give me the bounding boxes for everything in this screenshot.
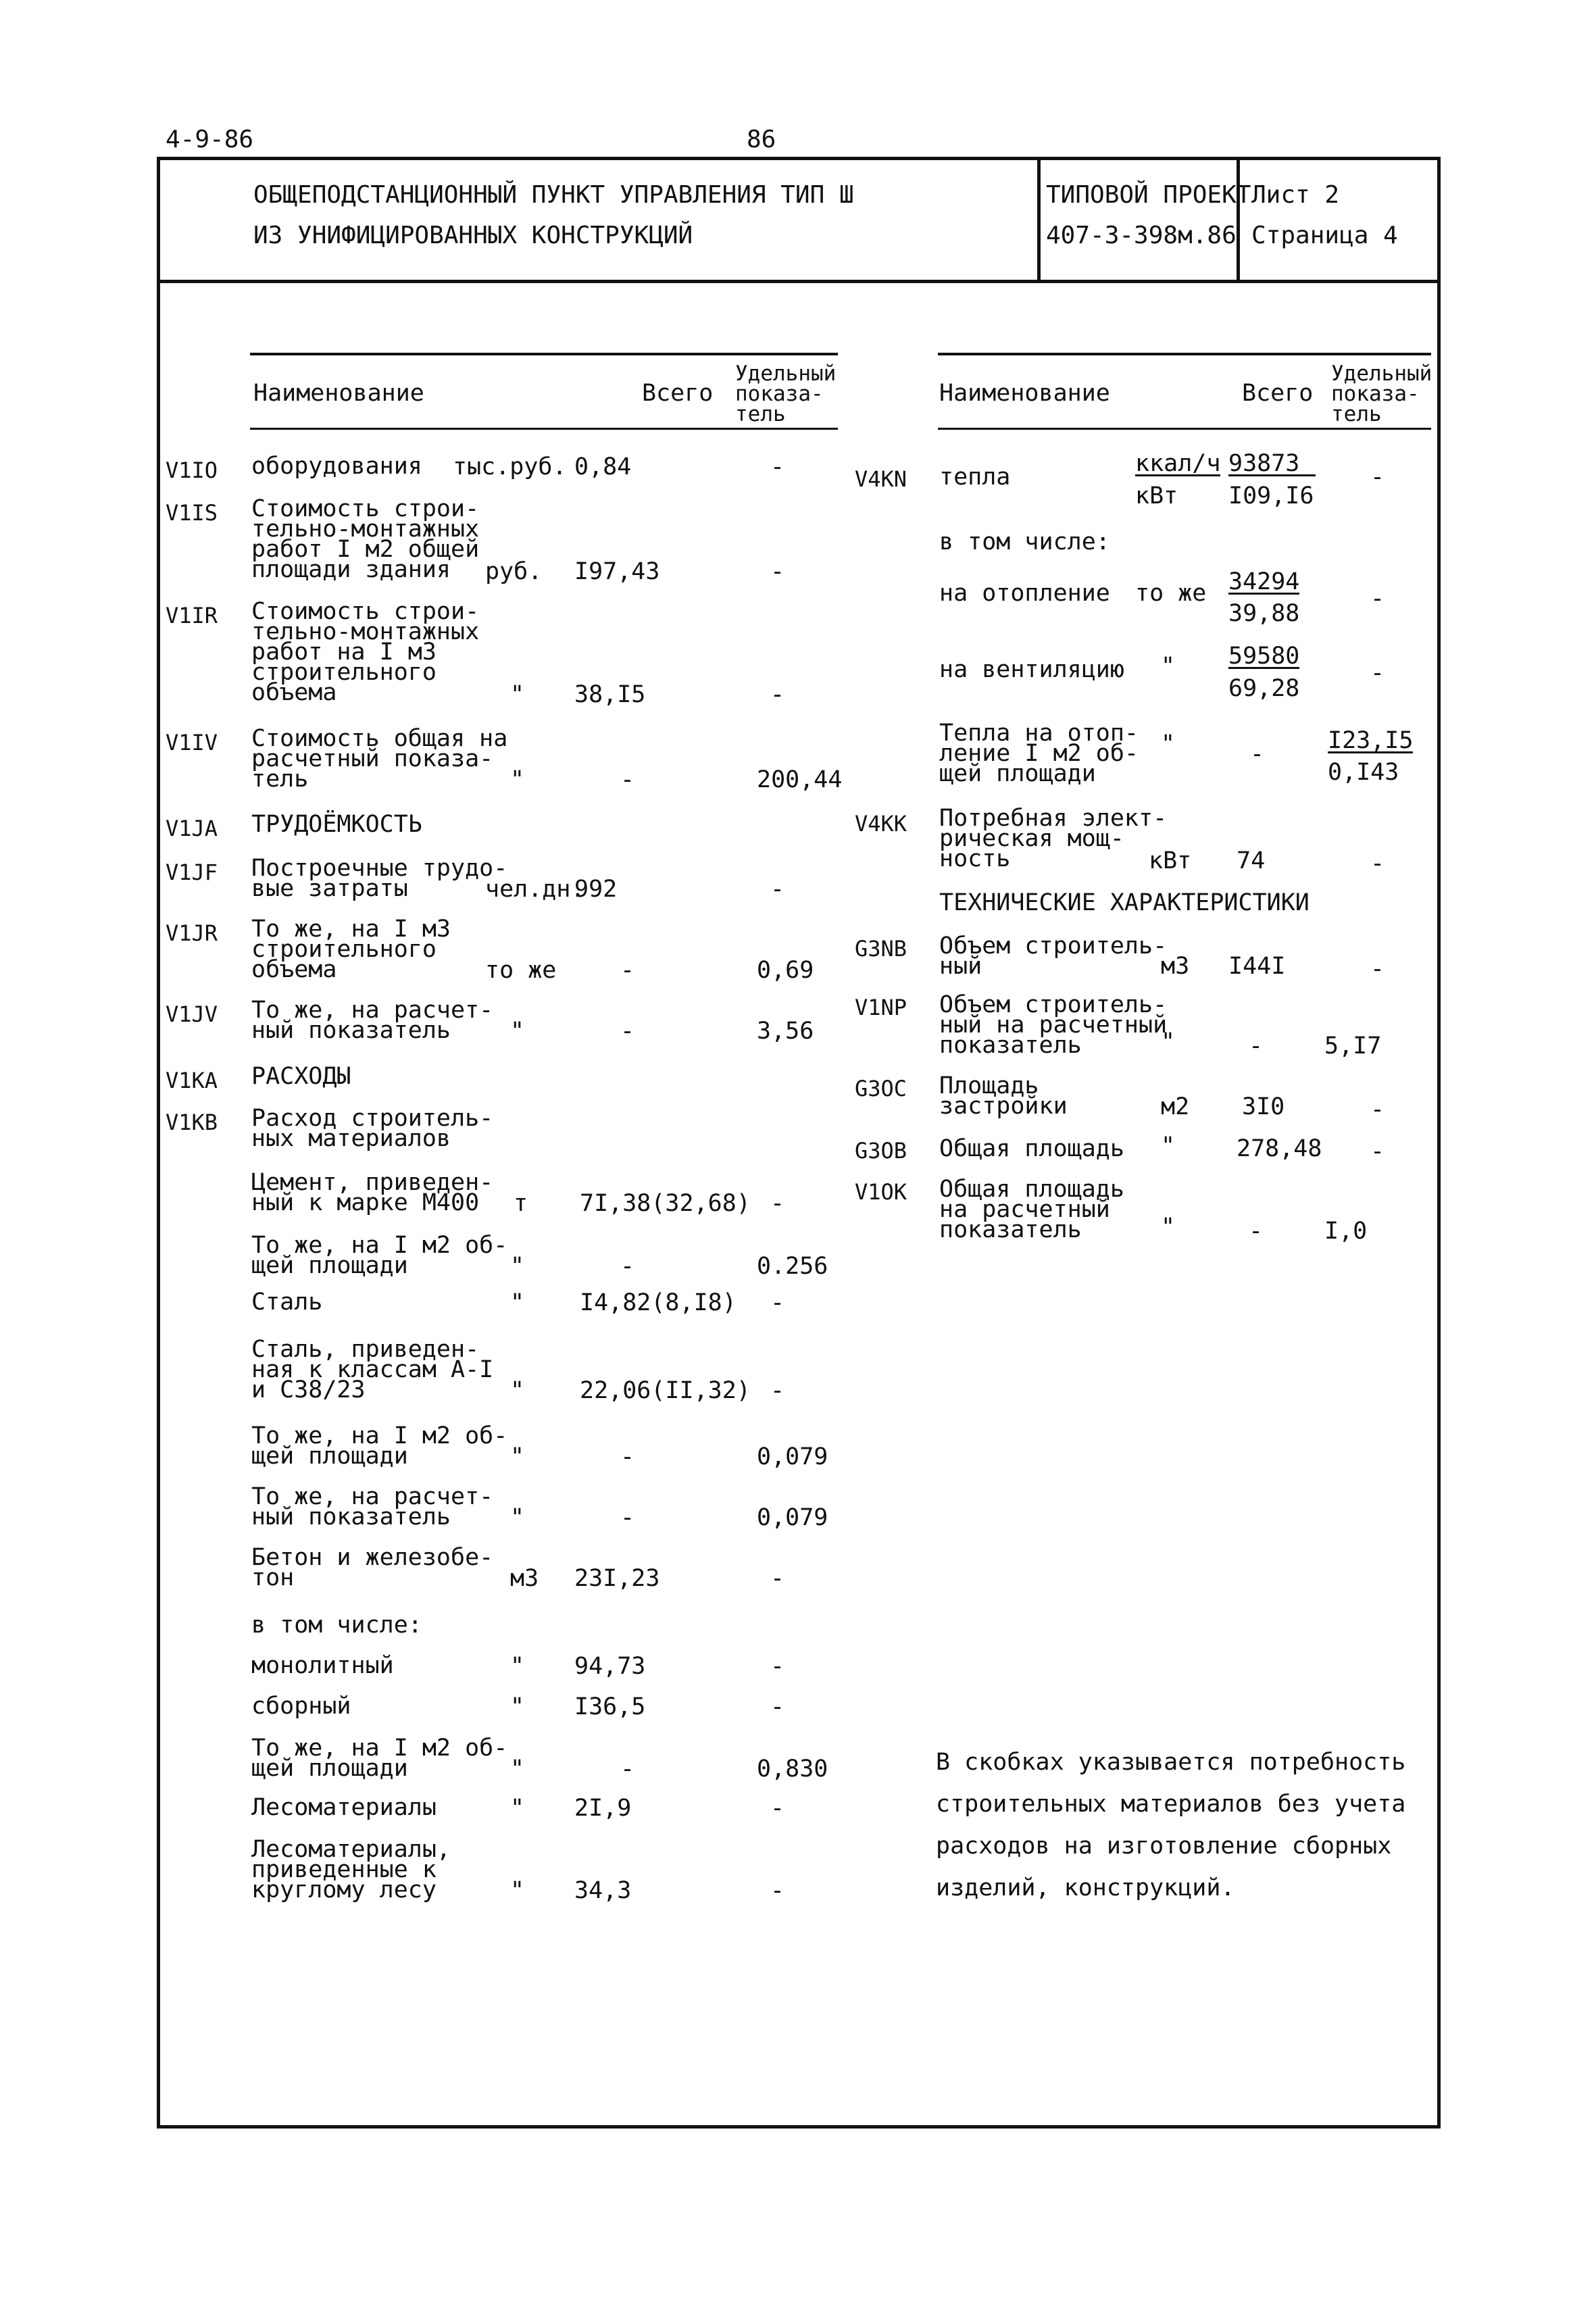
row-specific: - <box>1370 850 1385 877</box>
row-specific: 3,56 <box>757 1018 814 1045</box>
row-unit: " <box>1161 1028 1176 1055</box>
row-name: Лесоматериалы, приведенные к круглому лесу <box>251 1836 451 1903</box>
row-name: Потребная элект- рическая мощ- ность <box>939 805 1168 872</box>
row-total: 3I0 <box>1242 1093 1285 1120</box>
right-col-name-header: Наименование <box>939 380 1110 407</box>
row-specific: - <box>770 453 785 480</box>
row-unit: " <box>510 1443 525 1470</box>
project-label: ТИПОВОЙ ПРОЕКТ <box>1046 181 1251 209</box>
row-total: 0,84 <box>574 453 632 480</box>
row-name: Бетон и железобе- тон <box>251 1544 494 1591</box>
row-code: V4KK <box>855 811 907 837</box>
row-specific: - <box>770 681 785 708</box>
row-name: То же, на I м2 об- щей площади <box>251 1735 508 1782</box>
row-total: - <box>620 1504 635 1531</box>
row-total: I97,43 <box>574 558 660 585</box>
sheet-label: Лист 2 <box>1251 181 1340 209</box>
row-unit: " <box>510 1289 525 1316</box>
row-specific: I,0 <box>1324 1218 1368 1245</box>
row-name: монолитный <box>251 1652 394 1679</box>
row-unit: " <box>510 1018 525 1045</box>
row-specific-bottom: 0,I43 <box>1328 759 1399 786</box>
row-specific: 0.256 <box>757 1253 828 1280</box>
row-specific: - <box>770 1190 785 1217</box>
row-specific: 0,69 <box>757 957 814 984</box>
title-line-1: ОБЩЕПОДСТАНЦИОННЫЙ ПУНКТ УПРАВЛЕНИЯ ТИП Ш <box>253 181 854 209</box>
row-code: V1KA <box>166 1068 218 1093</box>
row-name: То же, на I м3 строительного объема <box>251 916 451 983</box>
right-header-top-rule <box>938 353 1431 355</box>
row-name: на вентиляцию <box>939 656 1124 683</box>
row-unit: м3 <box>1161 953 1190 980</box>
row-unit: " <box>510 1253 525 1280</box>
row-specific: - <box>770 558 785 585</box>
row-name: Общая площадь <box>939 1135 1124 1162</box>
row-name: Тепла на отоп- ление I м2 об- щей площади <box>939 720 1139 787</box>
row-total: 7I,38(32,68) <box>580 1190 751 1217</box>
row-name: Построечные трудо- вые затраты <box>251 855 508 902</box>
footnote-line-1: В скобках указывается потребность <box>936 1749 1406 1776</box>
row-name: Стоимость общая на расчетный показа- тель <box>251 725 508 793</box>
project-number: 407-3-398м.86 <box>1046 222 1237 249</box>
row-total-bottom: I09,I6 <box>1228 482 1314 509</box>
row-name: То же, на I м2 об- щей площади <box>251 1422 508 1470</box>
row-specific: - <box>1370 1096 1385 1123</box>
row-unit: т <box>514 1190 528 1217</box>
row-unit: " <box>510 1377 525 1404</box>
row-total: - <box>620 1756 635 1783</box>
row-name: Стоимость строи- тельно-монтажных работ на I м3 строительного объема <box>251 598 480 706</box>
row-total: - <box>1249 1218 1264 1245</box>
row-total-bottom: 69,28 <box>1228 675 1300 702</box>
row-name: Площадь застройки <box>939 1072 1068 1120</box>
row-specific: 0,079 <box>757 1443 828 1470</box>
page-label: Страница 4 <box>1251 222 1398 249</box>
footnote-line-2: строительных материалов без учета <box>936 1791 1406 1818</box>
row-unit: " <box>1161 1132 1176 1160</box>
left-header-bottom-rule <box>250 428 838 430</box>
title-block-divider <box>157 280 1441 283</box>
row-total: 22,06(II,32) <box>580 1377 751 1404</box>
right-col-specific-header: Удельный показа- тель <box>1331 362 1432 426</box>
row-name: тепла <box>939 464 1011 491</box>
row-total: 992 <box>574 876 618 903</box>
section-heading: ТЕХНИЧЕСКИЕ ХАРАКТЕРИСТИКИ <box>939 889 1310 916</box>
row-code: V1IO <box>166 457 218 483</box>
row-specific: - <box>770 1877 785 1904</box>
row-name: Объем строитель- ный на расчетный показатель <box>939 991 1168 1059</box>
row-unit: кВт <box>1149 847 1192 874</box>
row-name: оборудования <box>251 453 422 480</box>
row-unit: то же <box>485 957 557 984</box>
row-unit: руб. <box>485 558 543 585</box>
row-code: V1JV <box>166 1001 218 1027</box>
row-name: Объем строитель- ный <box>939 932 1168 980</box>
right-header-bottom-rule <box>938 428 1431 430</box>
row-total: 74 <box>1237 847 1266 874</box>
row-specific: - <box>770 1377 785 1404</box>
row-total: - <box>1249 1032 1264 1060</box>
row-unit: " <box>510 1653 525 1680</box>
row-specific: - <box>1370 585 1385 612</box>
row-name: Сталь <box>251 1289 323 1316</box>
row-specific: 0,079 <box>757 1504 828 1531</box>
row-unit: м3 <box>510 1565 539 1592</box>
row-unit: " <box>1161 653 1176 680</box>
row-code: V1NP <box>855 995 907 1020</box>
footnote-line-3: расходов на изготовление сборных <box>936 1833 1392 1860</box>
row-unit: " <box>510 1693 525 1720</box>
row-total: 2I,9 <box>574 1795 632 1822</box>
row-name: Стоимость строи- тельно-монтажных работ I м2 общей площади здания <box>251 495 480 583</box>
row-unit: " <box>1161 1214 1176 1241</box>
row-total: 38,I5 <box>574 681 646 708</box>
row-total: - <box>620 1443 635 1470</box>
row-name: То же, на I м2 об- щей площади <box>251 1232 508 1279</box>
row-total: 34,3 <box>574 1877 632 1904</box>
row-name: Расход строитель- ных материалов <box>251 1105 494 1152</box>
row-name: РАСХОДЫ <box>251 1063 351 1090</box>
footnote-line-4: изделий, конструкций. <box>936 1874 1235 1901</box>
row-unit: " <box>1161 730 1176 757</box>
row-name: Цемент, приведен- ный к марке М400 <box>251 1169 494 1216</box>
title-line-2: ИЗ УНИФИЦИРОВАННЫХ КОНСТРУКЦИЙ <box>253 222 693 249</box>
row-total: - <box>620 957 635 984</box>
row-code: V1IR <box>166 603 218 628</box>
row-specific: 5,I7 <box>1324 1032 1382 1060</box>
row-name: Общая площадь на расчетный показатель <box>939 1176 1124 1243</box>
row-code: V1IV <box>166 730 218 755</box>
left-col-specific-header: Удельный показа- тель <box>735 362 837 426</box>
row-total: - <box>1250 741 1265 768</box>
row-name: ТРУДОЁМКОСТЬ <box>251 811 422 838</box>
row-code: V1KB <box>166 1110 218 1135</box>
page-ref: 4-9-86 <box>166 126 254 153</box>
row-total-top: 34294 <box>1228 568 1300 595</box>
row-specific: - <box>770 1565 785 1592</box>
row-specific: 200,44 <box>757 766 843 793</box>
row-unit-bottom: кВт <box>1135 482 1178 509</box>
left-col-total-header: Всего <box>642 380 714 407</box>
row-code: V1JR <box>166 920 218 946</box>
left-header-top-rule <box>250 353 838 355</box>
row-total: I44I <box>1228 953 1286 980</box>
row-total: - <box>620 1253 635 1280</box>
row-name: Лесоматериалы <box>251 1794 437 1821</box>
row-total-top: 93873 <box>1228 453 1316 476</box>
row-specific: - <box>1370 1138 1385 1165</box>
row-unit: " <box>510 1756 525 1783</box>
right-col-total-header: Всего <box>1242 380 1314 407</box>
row-code: G3NB <box>855 936 907 962</box>
row-unit: " <box>510 681 525 708</box>
row-specific: - <box>1370 464 1385 491</box>
page-number: 86 <box>747 126 776 153</box>
row-specific: - <box>770 1693 785 1720</box>
row-name: в том числе: <box>939 528 1110 555</box>
row-specific: - <box>770 1653 785 1680</box>
row-unit: " <box>510 1877 525 1904</box>
row-total: 94,73 <box>574 1653 646 1680</box>
left-col-name-header: Наименование <box>253 380 424 407</box>
row-total: 23I,23 <box>574 1565 660 1592</box>
row-code: V1JF <box>166 860 218 885</box>
row-unit: чел.дн. <box>485 876 585 903</box>
row-code: V1IS <box>166 500 218 526</box>
row-unit: " <box>510 1504 525 1531</box>
title-block-sep-2 <box>1237 157 1240 282</box>
row-unit: тыс.руб. <box>453 453 567 480</box>
row-total: I4,82(8,I8) <box>580 1289 737 1316</box>
row-unit: " <box>510 1795 525 1822</box>
row-name: То же, на расчет- ный показатель <box>251 1483 494 1530</box>
row-name: То же, на расчет- ный показатель <box>251 997 494 1044</box>
row-unit-top: ккал/ч <box>1135 450 1221 477</box>
row-unit: то же <box>1135 580 1207 607</box>
row-code: V1OK <box>855 1179 907 1205</box>
row-unit: " <box>510 766 525 793</box>
row-name: на отопление <box>939 580 1110 607</box>
row-total: - <box>620 1018 635 1045</box>
row-unit: м2 <box>1161 1093 1190 1120</box>
row-name: сборный <box>251 1693 351 1720</box>
row-total: I36,5 <box>574 1693 646 1720</box>
row-specific: - <box>770 1289 785 1316</box>
row-specific: - <box>1370 955 1385 982</box>
row-total-top: 59580 <box>1228 643 1300 670</box>
row-code: G3OC <box>855 1076 907 1101</box>
row-code: G3OB <box>855 1138 907 1164</box>
row-specific: 0,830 <box>757 1756 828 1783</box>
row-specific-top: I23,I5 <box>1328 727 1414 754</box>
row-total: 278,48 <box>1237 1135 1322 1162</box>
row-total: - <box>620 766 635 793</box>
row-specific: - <box>770 1795 785 1822</box>
row-specific: - <box>1370 659 1385 687</box>
row-code: V1JA <box>166 816 218 841</box>
title-block-sep-1 <box>1037 157 1041 282</box>
row-code: V4KN <box>855 466 907 492</box>
row-name: Сталь, приведен- ная к классам А-I и С38/23 <box>251 1336 494 1403</box>
row-name: в том числе: <box>251 1612 422 1639</box>
row-specific: - <box>770 876 785 903</box>
row-total-bottom: 39,88 <box>1228 600 1300 627</box>
